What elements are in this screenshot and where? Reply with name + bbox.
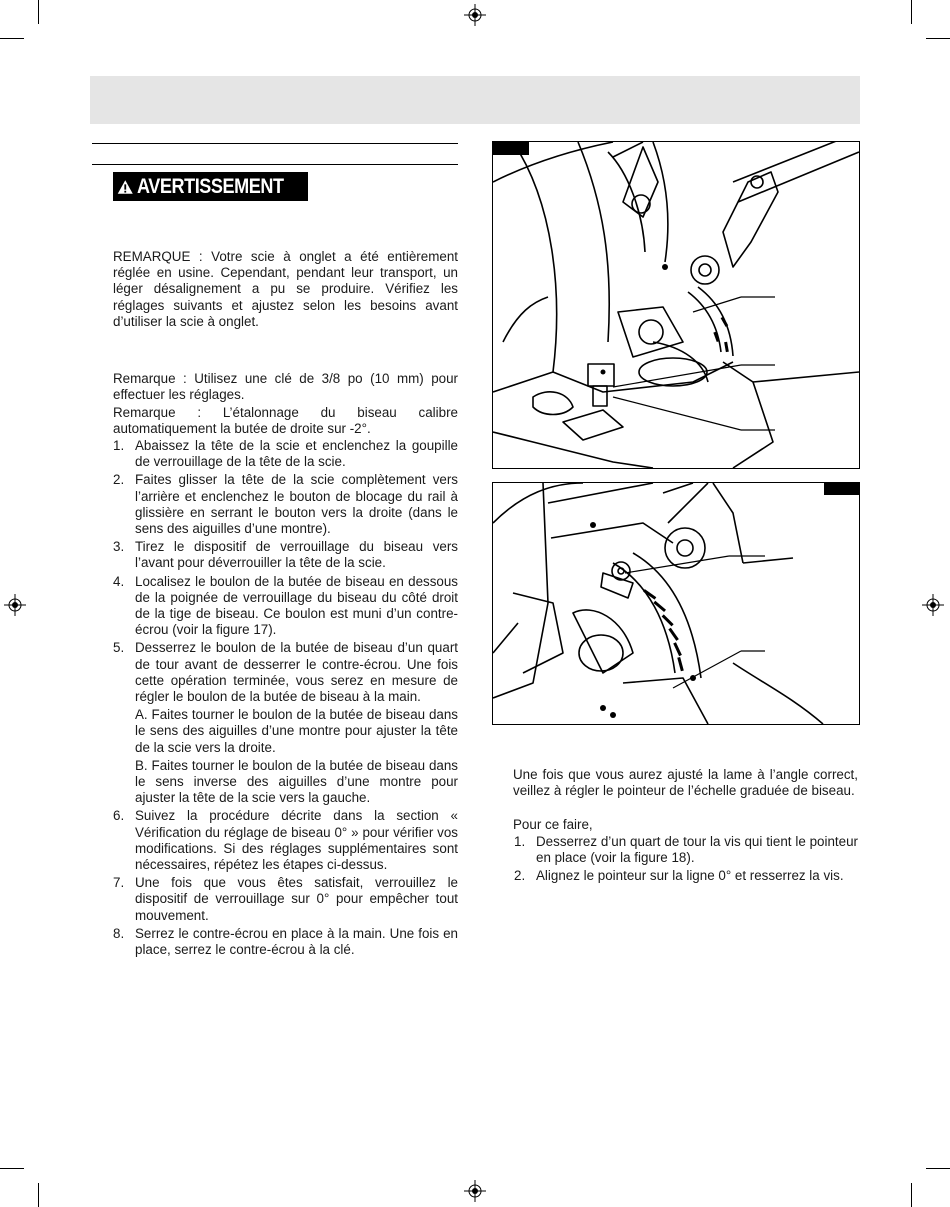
miter-saw-bevel-stop-illustration (493, 142, 859, 468)
note-wrench-size: Remarque : Utilisez une clé de 3/8 po (10 mm) pour effectuer les réglages. (113, 371, 458, 403)
pointer-intro: Une fois que vous aurez ajusté la lame à l’angle correct, veillez à régler le pointeur de l’échelle graduée de biseau. (513, 767, 858, 799)
figure-18 (492, 482, 860, 725)
warning-badge (113, 172, 308, 201)
section-rule (92, 164, 458, 165)
warning-label: AVERTISSEMENT (136, 174, 284, 198)
list-item: 1. Abaissez la tête de la scie et enclenchez la goupille de verrouillage de la tête de la scie. (113, 438, 458, 470)
list-item: 4. Localisez le boulon de la butée de biseau en dessous de la poignée de verrouillage du biseau du côté droit de la tige de biseau. Ce boulon est muni d’un contre-écrou (voir la figure 17). (113, 573, 458, 638)
list-item: 2. Alignez le pointeur sur la ligne 0° et resserrez la vis. (514, 868, 844, 884)
note-bevel-calibration: Remarque : L’étalonnage du biseau calibre automatiquement la butée de droite sur -2°. (113, 405, 458, 437)
list-item: 2. Faites glisser la tête de la scie complètement vers l’arrière et enclenchez le bouton de blocage du rail à glissière en serrant le bouton vers la droite (dans le sens des aiguilles d’une montre). (113, 472, 458, 537)
crop-mark (38, 0, 39, 24)
pour-ce-faire: Pour ce faire, (513, 817, 593, 832)
list-item: 1. Desserrez d’un quart de tour la vis qui tient le pointeur en place (voir la figure 18). (514, 834, 858, 866)
right-steps-list (514, 834, 858, 887)
registration-mark-icon (922, 594, 944, 616)
warning-triangle-icon (117, 177, 134, 197)
bevel-pointer-illustration (493, 483, 859, 724)
list-item: 8. Serrez le contre-écrou en place à la main. Une fois en place, serrez le contre-écrou à la clé. (113, 925, 458, 958)
sub-step-b: B. Faites tourner le boulon de la butée de biseau dans le sens inverse des aiguilles d’une montre pour ajuster la tête de la scie vers la gauche. (135, 757, 458, 806)
list-item: 6. Suivez la procédure décrite dans la section « Vérification du réglage de biseau 0° » pour vérifier vos modifications. Si des réglages supplémentaires sont nécessaires, répétez les étapes ci-dessus. (113, 808, 458, 873)
section-rule (92, 143, 458, 144)
crop-mark (0, 1168, 24, 1169)
figure-17 (492, 141, 860, 469)
registration-mark-icon (4, 594, 26, 616)
crop-mark (926, 38, 950, 39)
registration-mark-icon (464, 4, 486, 26)
crop-mark (38, 1183, 39, 1207)
list-item: 3. Tirez le dispositif de verrouillage du biseau vers l’avant pour déverrouiller la tête de la scie. (113, 539, 458, 571)
crop-mark (926, 1168, 950, 1169)
list-item: 5. Desserrez le boulon de la butée de biseau d’un quart de tour avant de desserrer le contre-écrou. Une fois cette opération terminée, vous serez en mesure de régler le boulon de la butée de biseau à la main. A. Faites tourner le boulon de la butée de biseau dans le sens des aiguilles d’une montre pour ajuster la tête de la scie vers la droite. B. Faites tourner le boulon de la butée de biseau dans le sens inverse des aiguilles d’une montre pour ajuster la tête de la scie vers la gauche. (113, 640, 458, 806)
page-header-bar (90, 76, 860, 124)
list-item: 7. Une fois que vous êtes satisfait, verrouillez le dispositif de verrouillage sur 0° pour empêcher tout mouvement. (113, 875, 458, 923)
crop-mark (0, 38, 24, 39)
sub-step-a: A. Faites tourner le boulon de la butée de biseau dans le sens des aiguilles d’une montre pour ajuster la tête de la scie vers la droite. (135, 707, 458, 755)
registration-mark-icon (464, 1180, 486, 1202)
remarque-intro: REMARQUE : Votre scie à onglet a été entièrement réglée en usine. Cependant, pendant leur transport, un léger désalignement a pu se produire. Vérifiez les réglages suivants et ajustez selon les besoins avant d’utiliser la scie à onglet. (113, 249, 458, 329)
left-steps-list (113, 438, 458, 960)
crop-mark (911, 0, 912, 24)
crop-mark (911, 1183, 912, 1207)
